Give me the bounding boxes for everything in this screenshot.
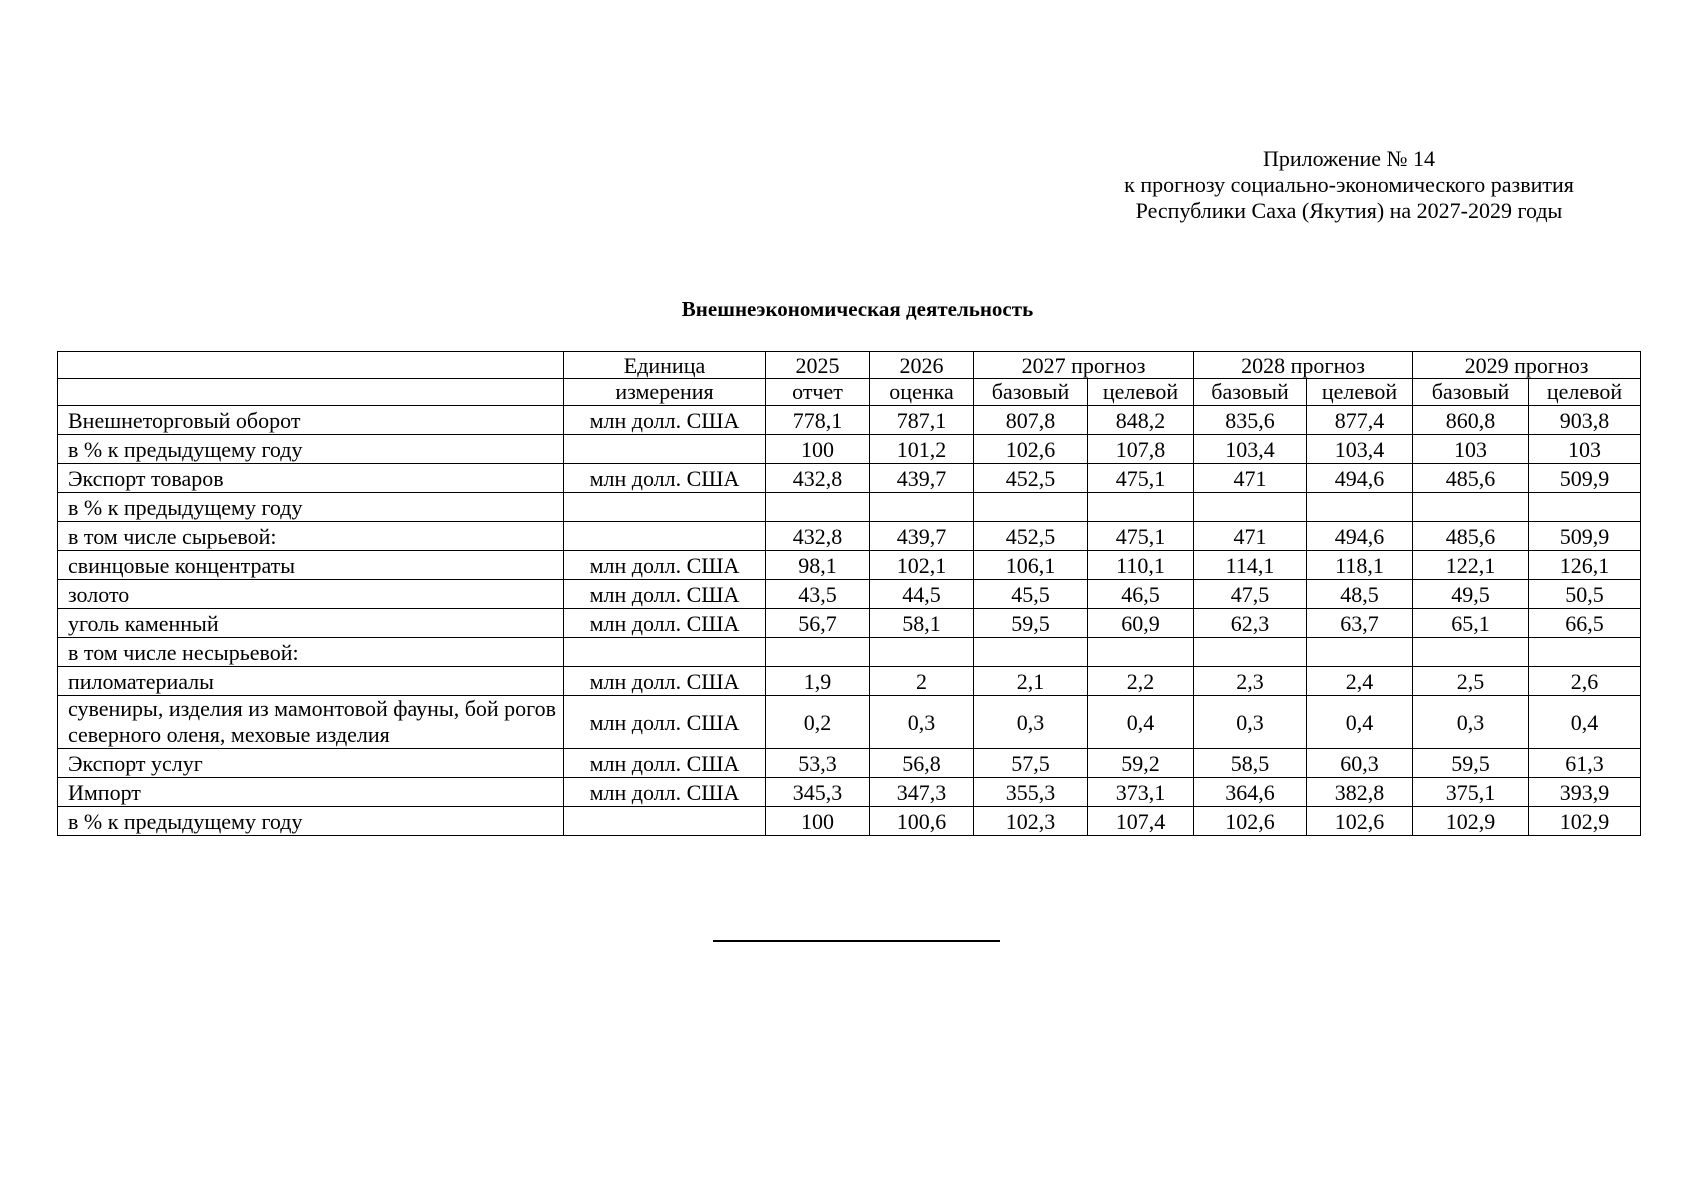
- value-cell: 485,6: [1413, 464, 1529, 493]
- table-body: [58, 406, 1641, 836]
- table-row: [58, 551, 1641, 580]
- value-cell: 107,4: [1088, 807, 1194, 836]
- value-cell: 44,5: [870, 580, 974, 609]
- table-row: [58, 638, 1641, 667]
- value-cell: 102,3: [974, 807, 1088, 836]
- unit-cell: млн долл. США: [564, 696, 766, 749]
- value-cell: 903,8: [1529, 406, 1641, 435]
- value-cell: 103,4: [1307, 435, 1413, 464]
- indicator-name: в том числе сырьевой:: [58, 522, 564, 551]
- value-cell: 452,5: [974, 522, 1088, 551]
- table-row: [58, 807, 1641, 836]
- table-row: [58, 435, 1641, 464]
- value-cell: [1307, 493, 1413, 522]
- value-cell: 0,3: [1194, 696, 1307, 749]
- unit-cell: млн долл. США: [564, 580, 766, 609]
- end-of-document-rule: [713, 940, 1000, 942]
- table-row: [58, 749, 1641, 778]
- value-cell: 471: [1194, 522, 1307, 551]
- value-cell: 2,6: [1529, 667, 1641, 696]
- value-cell: 439,7: [870, 464, 974, 493]
- unit-cell: [564, 638, 766, 667]
- value-cell: 475,1: [1088, 522, 1194, 551]
- value-cell: 494,6: [1307, 522, 1413, 551]
- indicator-name: в % к предыдущему году: [58, 493, 564, 522]
- value-cell: 0,2: [766, 696, 870, 749]
- value-cell: 0,3: [974, 696, 1088, 749]
- value-cell: [974, 638, 1088, 667]
- header-row-top: [58, 352, 1641, 379]
- header-2027-target: целевой: [1088, 379, 1194, 406]
- value-cell: 53,3: [766, 749, 870, 778]
- value-cell: 848,2: [1088, 406, 1194, 435]
- unit-cell: [564, 522, 766, 551]
- value-cell: 0,4: [1307, 696, 1413, 749]
- value-cell: 60,9: [1088, 609, 1194, 638]
- header-2029-base: базовый: [1413, 379, 1529, 406]
- value-cell: 439,7: [870, 522, 974, 551]
- indicator-name: Импорт: [58, 778, 564, 807]
- value-cell: [1088, 638, 1194, 667]
- value-cell: 50,5: [1529, 580, 1641, 609]
- value-cell: 45,5: [974, 580, 1088, 609]
- appendix-number: Приложение № 14: [1262, 146, 1436, 171]
- value-cell: 2,1: [974, 667, 1088, 696]
- value-cell: [870, 493, 974, 522]
- value-cell: 0,3: [870, 696, 974, 749]
- value-cell: 118,1: [1307, 551, 1413, 580]
- value-cell: 355,3: [974, 778, 1088, 807]
- value-cell: 509,9: [1529, 464, 1641, 493]
- indicator-name: Экспорт товаров: [58, 464, 564, 493]
- header-2029-target: целевой: [1529, 379, 1641, 406]
- value-cell: 345,3: [766, 778, 870, 807]
- table-row: [58, 667, 1641, 696]
- indicator-name: уголь каменный: [58, 609, 564, 638]
- value-cell: 43,5: [766, 580, 870, 609]
- value-cell: 807,8: [974, 406, 1088, 435]
- value-cell: 98,1: [766, 551, 870, 580]
- value-cell: 58,5: [1194, 749, 1307, 778]
- value-cell: 122,1: [1413, 551, 1529, 580]
- value-cell: 103,4: [1194, 435, 1307, 464]
- indicator-name: золото: [58, 580, 564, 609]
- header-2026-status: оценка: [870, 379, 974, 406]
- value-cell: 102,9: [1529, 807, 1641, 836]
- unit-cell: млн долл. США: [564, 406, 766, 435]
- appendix-reference: к прогнозу социально-экономического развития: [1124, 172, 1574, 197]
- table-row: [58, 609, 1641, 638]
- value-cell: 393,9: [1529, 778, 1641, 807]
- appendix-region-period: Республики Саха (Якутия) на 2027-2029 годы: [1135, 198, 1563, 223]
- value-cell: 61,3: [1529, 749, 1641, 778]
- header-2028-base: базовый: [1194, 379, 1307, 406]
- value-cell: 347,3: [870, 778, 974, 807]
- value-cell: 57,5: [974, 749, 1088, 778]
- value-cell: 49,5: [1413, 580, 1529, 609]
- value-cell: 100: [766, 435, 870, 464]
- value-cell: 485,6: [1413, 522, 1529, 551]
- appendix-caption: [1069, 146, 1629, 224]
- indicator-name: в том числе несырьевой:: [58, 638, 564, 667]
- header-2027-forecast: 2027 прогноз: [974, 352, 1194, 379]
- header-indicator-cell: [58, 352, 564, 379]
- value-cell: 2: [870, 667, 974, 696]
- value-cell: 471: [1194, 464, 1307, 493]
- value-cell: [1194, 638, 1307, 667]
- table-row: [58, 778, 1641, 807]
- value-cell: 56,8: [870, 749, 974, 778]
- indicator-name: пиломатериалы: [58, 667, 564, 696]
- unit-cell: [564, 435, 766, 464]
- indicator-name: Внешнеторговый оборот: [58, 406, 564, 435]
- value-cell: 0,3: [1413, 696, 1529, 749]
- value-cell: 110,1: [1088, 551, 1194, 580]
- value-cell: [974, 493, 1088, 522]
- value-cell: 102,9: [1413, 807, 1529, 836]
- unit-cell: млн долл. США: [564, 778, 766, 807]
- value-cell: 59,2: [1088, 749, 1194, 778]
- value-cell: 103: [1529, 435, 1641, 464]
- value-cell: 63,7: [1307, 609, 1413, 638]
- value-cell: 100: [766, 807, 870, 836]
- indicator-name: в % к предыдущему году: [58, 435, 564, 464]
- value-cell: 835,6: [1194, 406, 1307, 435]
- table-row: [58, 580, 1641, 609]
- foreign-economic-activity-table: [57, 351, 1641, 836]
- value-cell: 59,5: [974, 609, 1088, 638]
- value-cell: 100,6: [870, 807, 974, 836]
- value-cell: [1307, 638, 1413, 667]
- value-cell: 102,1: [870, 551, 974, 580]
- value-cell: 475,1: [1088, 464, 1194, 493]
- value-cell: [1413, 638, 1529, 667]
- value-cell: 58,1: [870, 609, 974, 638]
- value-cell: 364,6: [1194, 778, 1307, 807]
- document-title: Внешнеэкономическая деятельность: [681, 297, 1034, 321]
- unit-cell: [564, 493, 766, 522]
- value-cell: 373,1: [1088, 778, 1194, 807]
- value-cell: 114,1: [1194, 551, 1307, 580]
- value-cell: 46,5: [1088, 580, 1194, 609]
- value-cell: 47,5: [1194, 580, 1307, 609]
- unit-cell: [564, 807, 766, 836]
- header-2028-target: целевой: [1307, 379, 1413, 406]
- value-cell: 60,3: [1307, 749, 1413, 778]
- value-cell: 107,8: [1088, 435, 1194, 464]
- header-unit-top: Единица: [564, 352, 766, 379]
- table-row: [58, 493, 1641, 522]
- value-cell: 2,5: [1413, 667, 1529, 696]
- value-cell: 509,9: [1529, 522, 1641, 551]
- value-cell: [1194, 493, 1307, 522]
- value-cell: 452,5: [974, 464, 1088, 493]
- unit-cell: млн долл. США: [564, 464, 766, 493]
- value-cell: 1,9: [766, 667, 870, 696]
- value-cell: [1413, 493, 1529, 522]
- value-cell: 48,5: [1307, 580, 1413, 609]
- table-row: [58, 522, 1641, 551]
- header-2026-year: 2026: [870, 352, 974, 379]
- value-cell: [766, 493, 870, 522]
- value-cell: 65,1: [1413, 609, 1529, 638]
- value-cell: 0,4: [1088, 696, 1194, 749]
- value-cell: 101,2: [870, 435, 974, 464]
- value-cell: 382,8: [1307, 778, 1413, 807]
- header-2027-base: базовый: [974, 379, 1088, 406]
- value-cell: [870, 638, 974, 667]
- header-unit-bottom: измерения: [564, 379, 766, 406]
- header-row-bottom: [58, 379, 1641, 406]
- table-row: [58, 406, 1641, 435]
- value-cell: 860,8: [1413, 406, 1529, 435]
- value-cell: 56,7: [766, 609, 870, 638]
- unit-cell: млн долл. США: [564, 609, 766, 638]
- value-cell: 494,6: [1307, 464, 1413, 493]
- value-cell: 66,5: [1529, 609, 1641, 638]
- unit-cell: млн долл. США: [564, 551, 766, 580]
- indicator-name: сувениры, изделия из мамонтовой фауны, бой рогов северного оленя, меховые изделия: [58, 696, 564, 749]
- value-cell: 106,1: [974, 551, 1088, 580]
- unit-cell: млн долл. США: [564, 667, 766, 696]
- value-cell: 62,3: [1194, 609, 1307, 638]
- value-cell: 2,4: [1307, 667, 1413, 696]
- value-cell: 102,6: [1307, 807, 1413, 836]
- indicator-name: Экспорт услуг: [58, 749, 564, 778]
- value-cell: [1529, 493, 1641, 522]
- header-2025-status: отчет: [766, 379, 870, 406]
- value-cell: 59,5: [1413, 749, 1529, 778]
- value-cell: 102,6: [974, 435, 1088, 464]
- value-cell: 778,1: [766, 406, 870, 435]
- header-indicator-cell-lower: [58, 379, 564, 406]
- value-cell: 375,1: [1413, 778, 1529, 807]
- table-row: [58, 464, 1641, 493]
- value-cell: 2,2: [1088, 667, 1194, 696]
- header-2028-forecast: 2028 прогноз: [1194, 352, 1413, 379]
- unit-cell: млн долл. США: [564, 749, 766, 778]
- value-cell: 877,4: [1307, 406, 1413, 435]
- value-cell: 2,3: [1194, 667, 1307, 696]
- value-cell: [766, 638, 870, 667]
- header-2029-forecast: 2029 прогноз: [1413, 352, 1641, 379]
- header-2025-year: 2025: [766, 352, 870, 379]
- value-cell: 126,1: [1529, 551, 1641, 580]
- table-row: [58, 696, 1641, 749]
- indicator-name: свинцовые концентраты: [58, 551, 564, 580]
- value-cell: [1088, 493, 1194, 522]
- value-cell: 103: [1413, 435, 1529, 464]
- value-cell: 432,8: [766, 464, 870, 493]
- value-cell: 102,6: [1194, 807, 1307, 836]
- value-cell: 0,4: [1529, 696, 1641, 749]
- indicator-name: в % к предыдущему году: [58, 807, 564, 836]
- value-cell: 787,1: [870, 406, 974, 435]
- value-cell: [1529, 638, 1641, 667]
- value-cell: 432,8: [766, 522, 870, 551]
